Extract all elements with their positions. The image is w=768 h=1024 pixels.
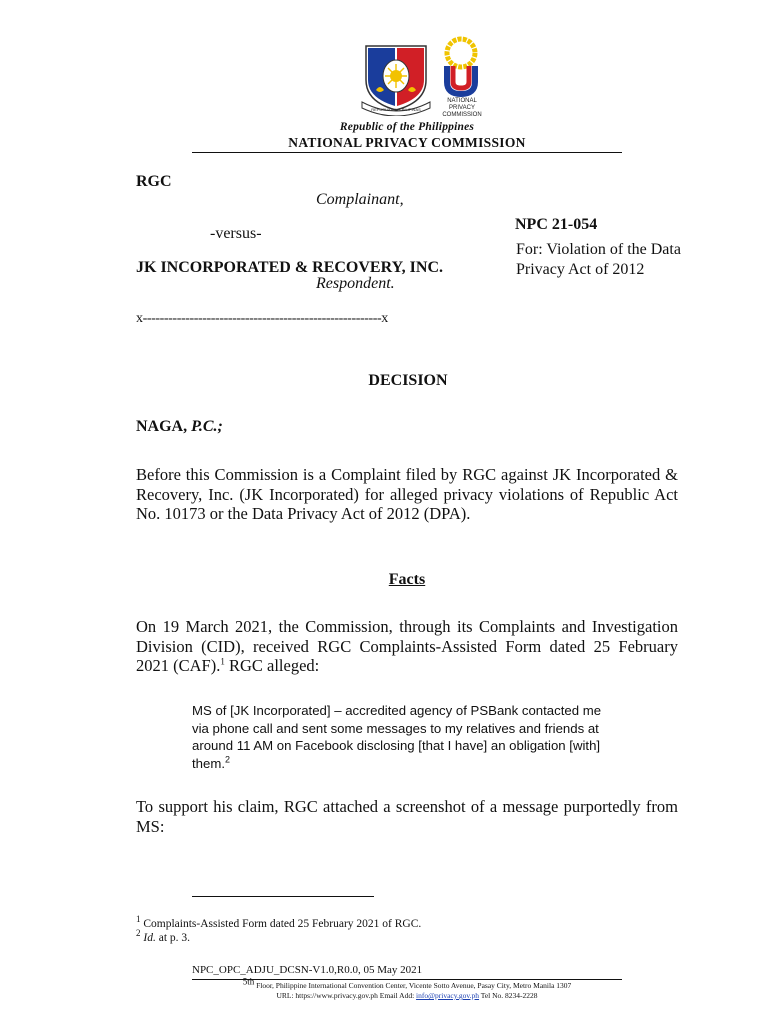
facts-heading: Facts xyxy=(388,571,426,588)
npc-logo-line-1: NATIONAL xyxy=(447,98,477,104)
paragraph-intro: Before this Commission is a Complaint filed by RGC against JK Incorporated & Recovery, Inc. (JK Incorporated) for alleged privacy violations of Republic Act No. 10173 or the Data Privacy Act of 2012 (DPA). xyxy=(136,465,678,523)
footnote-1-mark: 1 xyxy=(136,914,141,925)
commission-heading: NATIONAL PRIVACY COMMISSION xyxy=(288,135,526,150)
footnote-2-mark: 2 xyxy=(136,928,141,939)
footer-address-line-1 xyxy=(192,976,622,991)
document-id: NPC_OPC_ADJU_DCSN-V1.0,R0.0, 05 May 2021 xyxy=(192,964,423,976)
footnote-2-text: at p. 3. xyxy=(155,932,191,944)
respondent-name: JK INCORPORATED & RECOVERY, INC. xyxy=(136,259,444,276)
npc-logo-line-3: COMMISSION xyxy=(442,112,482,118)
paragraph-support: To support his claim, RGC attached a screenshot of a message purportedly from MS: xyxy=(136,797,678,836)
complainant-name: RGC xyxy=(136,173,172,190)
seal-text: REPUBLIKA NG PILIPINAS xyxy=(371,107,421,112)
versus-label: -versus- xyxy=(210,225,262,242)
philippine-seal-icon xyxy=(358,40,434,116)
ponente-name: NAGA, xyxy=(136,418,188,435)
footnote-1-text: Complaints-Assisted Form dated 25 February 2021 of RGC. xyxy=(140,918,422,930)
footnote-rule xyxy=(192,896,374,897)
footer-address xyxy=(192,976,622,1001)
footnote-ref-2[interactable]: 2 xyxy=(224,754,230,765)
ponente xyxy=(136,418,223,436)
paragraph-facts xyxy=(136,617,678,676)
republic-heading: Republic of the Philippines xyxy=(339,121,475,133)
footer-address-line-2 xyxy=(192,991,622,1001)
caption-divider: x--------------------------------------------------------x xyxy=(136,311,388,326)
respondent-label: Respondent. xyxy=(316,275,395,292)
npc-logo-text xyxy=(436,98,488,119)
footnote-ref-1[interactable]: 1 xyxy=(220,656,225,667)
case-subject: For: Violation of the Data Privacy Act of 2012 xyxy=(516,241,681,278)
footer-url[interactable]: URL: https://www.privacy.gov.ph Email Add: xyxy=(276,991,417,1000)
footer-tel: Tel No. 8234-2228 xyxy=(479,991,538,1000)
footer-address-text: Floor, Philippine International Convention Center, Vicente Sotto Avenue, Pasay City, Metro Manila 1307 xyxy=(254,981,572,990)
header-rule xyxy=(192,152,622,153)
complainant-label: Complainant, xyxy=(316,191,404,208)
paragraph-facts-end: RGC alleged: xyxy=(224,656,320,675)
case-number: NPC 21-054 xyxy=(515,216,598,233)
footnote-1 xyxy=(136,914,422,930)
footnote-2-italic: Id. xyxy=(140,932,156,944)
footer-floor-sup: 5th xyxy=(242,976,255,987)
block-quote-text: MS of [JK Incorporated] – accredited agency of PSBank contacted me via phone call and sent some messages to my relatives and friends at around 11 AM on Facebook disclosing [that I have] an obligation [with] them. xyxy=(192,703,602,771)
npc-logo-icon xyxy=(437,36,485,98)
block-quote xyxy=(192,702,620,772)
footnote-2 xyxy=(136,928,191,944)
paragraph-facts-text: On 19 March 2021, the Commission, through its Complaints and Investigation Division (CID), received RGC Complaints-Assisted Form dated 25 February 2021 (CAF). xyxy=(136,617,678,675)
footer-rule xyxy=(192,979,622,980)
ponente-title: P.C.; xyxy=(191,418,223,435)
footer-email-link[interactable]: info@privacy.gov.ph xyxy=(416,991,480,1000)
npc-logo-line-2: PRIVACY xyxy=(449,105,475,111)
document-title: DECISION xyxy=(368,372,448,389)
